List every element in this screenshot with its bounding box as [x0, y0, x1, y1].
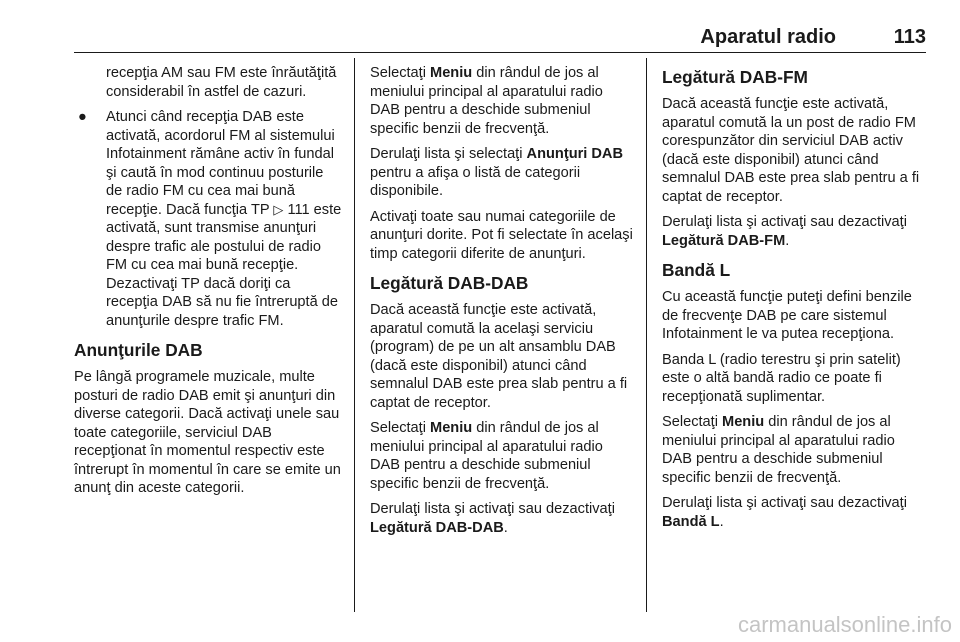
text: .	[785, 232, 790, 249]
paragraph	[370, 500, 636, 537]
page-header	[74, 26, 926, 48]
menu-term: Bandă L	[662, 513, 720, 530]
paragraph	[662, 213, 928, 250]
heading-legatura-dab-fm: Legătură DAB-FM	[662, 67, 808, 87]
text: .	[503, 519, 508, 536]
cross-reference-arrow-icon[interactable]: ▷	[273, 201, 284, 217]
text: din rândul de jos al meniului principal al aparatului radio DAB pentru a deschide submeniul specific benzii de frecvenţă.	[370, 420, 603, 492]
column-divider-1	[354, 58, 355, 612]
paragraph: Banda L (radio terestru şi prin satelit) este o altă bandă radio ce poate fi recepţionată suplimentar.	[662, 351, 901, 405]
paragraph	[662, 494, 928, 531]
menu-term: Meniu	[430, 420, 473, 436]
text: Selectaţi	[662, 414, 723, 430]
text: .	[719, 513, 724, 530]
text: pentru a afişa o listă de categorii disponibile.	[370, 164, 581, 199]
paragraph	[370, 145, 636, 201]
column-divider-2	[646, 58, 647, 612]
watermark: carmanualsonline.info	[737, 612, 952, 637]
text: Selectaţi	[370, 420, 431, 436]
text: din rândul de jos al meniului principal al aparatului radio DAB pentru a deschide submeniul specific benzii de frecvenţă.	[662, 414, 895, 486]
menu-term: Anunţuri DAB	[526, 146, 624, 162]
bullet-item	[74, 108, 342, 330]
text: Derulaţi lista şi selectaţi	[370, 146, 527, 162]
menu-term: Meniu	[722, 414, 765, 430]
paragraph: Dacă această funcţie este activată, aparatul comută la acelaşi serviciu (program) de pe un alt ansamblu DAB (dacă este disponibil) atunci când semnalul DAB este prea slab pentru a fi captat de receptor.	[370, 302, 628, 411]
text: din rândul de jos al meniului principal al aparatului radio DAB pentru a deschide submeniul specific benzii de frecvenţă.	[370, 65, 603, 137]
paragraph	[370, 64, 636, 138]
text: Derulaţi lista şi activaţi sau dezactivaţi	[662, 214, 907, 230]
text: Derulaţi lista şi activaţi sau dezactivaţi	[370, 501, 615, 517]
bullet-text: Atunci când recepţia DAB este activată, acordorul FM al sistemului Infotainment rămâne activ în fundal şi caută în mod continuu posturile de radio FM cu cea mai bună recepţie. Dacă funcţia TP	[106, 109, 335, 218]
bullet-icon: ●	[78, 109, 87, 125]
column-3	[662, 64, 928, 538]
menu-term: Meniu	[430, 65, 473, 81]
column-2	[370, 64, 636, 544]
heading-anunturi-dab: Anunţurile DAB	[74, 340, 203, 360]
heading-banda-l: Bandă L	[662, 260, 731, 280]
menu-term: Legătură DAB-FM	[662, 232, 786, 249]
column-1	[74, 64, 342, 505]
text: Derulaţi lista şi activaţi sau dezactivaţi	[662, 495, 907, 511]
paragraph	[370, 419, 636, 493]
page-title: Aparatul radio	[700, 26, 836, 48]
bullet-text-cont: 111 este activată, sunt transmise anunţuri despre trafic ale postului de radio FM cu cea mai bună recepţie. Dezactivaţi TP dacă doriţi ca recepţia DAB să nu fie întreruptă de anunţurile despre trafic FM.	[106, 201, 342, 329]
paragraph: Pe lângă programele muzicale, multe posturi de radio DAB emit şi anunţuri din diverse categorii. Dacă activaţi unele sau toate categoriile, serviciul DAB recepţionat în momentul respectiv este întrerupt în momentul în care se emite un anunţ din aceste categorii.	[74, 369, 341, 496]
text: Selectaţi	[370, 65, 431, 81]
paragraph: Cu această funcţie puteţi defini benzile de frecvenţe DAB pe care sistemul Infotainment le va putea recepţiona.	[662, 289, 912, 342]
heading-legatura-dab-dab: Legătură DAB-DAB	[370, 273, 529, 293]
paragraph: Dacă această funcţie este activată, aparatul comută la un post de radio FM corespunzător din serviciul DAB activ (dacă este disponibil) atunci când semnalul DAB este prea slab pentru a fi captat de receptor.	[662, 96, 920, 205]
paragraph: recepţia AM sau FM este înrăutăţită considerabil în astfel de cazuri.	[106, 65, 337, 100]
header-rule	[74, 52, 926, 53]
paragraph	[662, 413, 928, 487]
page-number: 113	[893, 26, 926, 48]
menu-term: Legătură DAB-DAB	[370, 519, 504, 536]
paragraph: Activaţi toate sau numai categoriile de anunţuri dorite. Pot fi selectate în acelaşi timp categorii diferite de anunţuri.	[370, 208, 633, 262]
